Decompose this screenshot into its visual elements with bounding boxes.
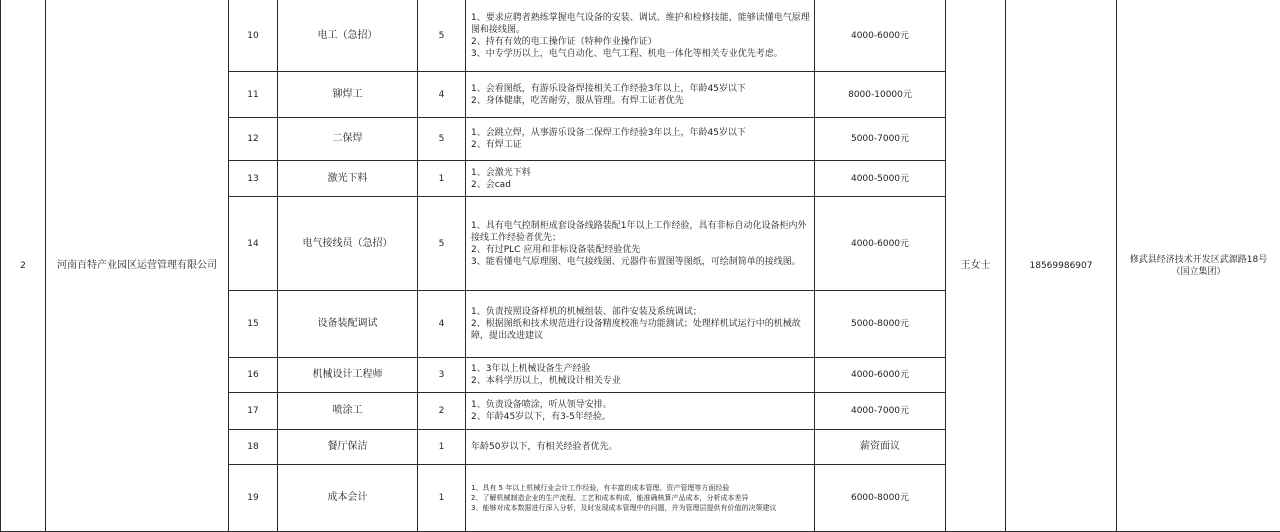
requirement-line: 2、身体健康，吃苦耐劳，服从管理。有焊工证者优先	[471, 95, 811, 107]
requirement-line: 2、根据图纸和技术规范进行设备精度校准与功能测试；处理样机试运行中的机械故障，提出改进建议	[471, 318, 811, 342]
position-cell: 铆焊工	[278, 72, 418, 118]
requirement-line: 1、具有 5 年以上机械行业会计工作经验，有丰富的成本管理、资产管理等方面经验	[471, 483, 811, 493]
requirement-line: 1、3年以上机械设备生产经验	[471, 363, 811, 375]
row-number-cell: 11	[229, 72, 278, 118]
row-number-cell: 19	[229, 465, 278, 532]
row-number-cell: 12	[229, 118, 278, 161]
position-cell: 设备装配调试	[278, 291, 418, 358]
requirement-line: 2、年龄45岁以下，有3-5年经验。	[471, 411, 811, 423]
headcount-cell: 5	[418, 118, 466, 161]
position-cell: 餐厅保洁	[278, 430, 418, 465]
headcount-cell: 1	[418, 465, 466, 532]
headcount-cell: 2	[418, 393, 466, 430]
headcount-cell: 5	[418, 197, 466, 291]
requirement-line: 3、能看懂电气原理图、电气接线图、元器件布置图等图纸，可绘制简单的接线图。	[471, 256, 811, 268]
headcount-cell: 1	[418, 430, 466, 465]
position-cell: 激光下料	[278, 161, 418, 197]
row-number-cell: 14	[229, 197, 278, 291]
headcount-cell: 5	[418, 0, 466, 72]
headcount-cell: 3	[418, 358, 466, 393]
position-cell: 喷涂工	[278, 393, 418, 430]
row-number-cell: 18	[229, 430, 278, 465]
table-body	[1, 0, 1280, 532]
salary-cell: 8000-10000元	[815, 72, 946, 118]
requirement-line: 1、会看图纸，有游乐设备焊接相关工作经验3年以上，年龄45岁以下	[471, 83, 811, 95]
row-number-cell: 10	[229, 0, 278, 72]
requirements-cell	[466, 0, 815, 72]
requirement-line: 1、会激光下料	[471, 167, 811, 179]
requirement-line: 1、会跳立焊，从事游乐设备二保焊工作经验3年以上，年龄45岁以下	[471, 127, 811, 139]
requirement-line: 3、能够对成本数据进行深入分析，及时发现成本管理中的问题，并为管理层提供有价值的决策建议	[471, 503, 811, 513]
position-cell: 电工（急招）	[278, 0, 418, 72]
requirement-line: 年龄50岁以下，有相关经验者优先。	[471, 441, 811, 453]
salary-cell: 4000-6000元	[815, 197, 946, 291]
row-number-cell: 16	[229, 358, 278, 393]
requirements-cell	[466, 465, 815, 532]
address-cell: 修武县经济技术开发区武源路18号（国立集团）	[1117, 0, 1280, 532]
requirement-line: 2、会cad	[471, 179, 811, 191]
company-name-cell: 河南百特产业园区运营管理有限公司	[46, 0, 229, 532]
requirement-line: 2、本科学历以上，机械设计相关专业	[471, 375, 811, 387]
position-cell: 电气接线员（急招）	[278, 197, 418, 291]
salary-cell: 4000-7000元	[815, 393, 946, 430]
requirements-cell	[466, 358, 815, 393]
requirements-cell	[466, 393, 815, 430]
row-number-cell: 17	[229, 393, 278, 430]
requirements-cell	[466, 197, 815, 291]
requirement-line: 2、持有有效的电工操作证（特种作业操作证）	[471, 36, 811, 48]
salary-cell: 4000-5000元	[815, 161, 946, 197]
row-number-cell: 15	[229, 291, 278, 358]
requirements-cell	[466, 430, 815, 465]
headcount-cell: 4	[418, 291, 466, 358]
requirements-cell	[466, 72, 815, 118]
salary-cell: 4000-6000元	[815, 0, 946, 72]
position-cell: 机械设计工程师	[278, 358, 418, 393]
requirement-line: 1、要求应聘者熟练掌握电气设备的安装、调试、维护和检修技能，能够读懂电气原理图和接线图。	[471, 12, 811, 36]
requirements-cell	[466, 161, 815, 197]
requirements-cell	[466, 118, 815, 161]
salary-cell: 5000-7000元	[815, 118, 946, 161]
requirement-line: 1、具有电气控制柜成套设备线路装配1年以上工作经验，具有非标自动化设备柜内外接线工作经验者优先；	[471, 220, 811, 244]
position-cell: 二保焊	[278, 118, 418, 161]
salary-cell: 6000-8000元	[815, 465, 946, 532]
headcount-cell: 4	[418, 72, 466, 118]
salary-cell: 薪资面议	[815, 430, 946, 465]
phone-cell: 18569986907	[1006, 0, 1117, 532]
company-index-cell: 2	[1, 0, 46, 532]
contact-person-cell: 王女士	[946, 0, 1006, 532]
requirement-line: 2、了解机械制造企业的生产流程、工艺和成本构成，能准确核算产品成本，分析成本差异	[471, 493, 811, 503]
requirement-line: 1、负责按照设备样机的机械组装、部件安装及系统调试；	[471, 306, 811, 318]
requirement-line: 2、有焊工证	[471, 139, 811, 151]
row-number-cell: 13	[229, 161, 278, 197]
requirements-cell	[466, 291, 815, 358]
position-cell: 成本会计	[278, 465, 418, 532]
table-row	[1, 0, 1280, 72]
requirement-line: 2、有过PLC 应用和非标设备装配经验优先	[471, 244, 811, 256]
headcount-cell: 1	[418, 161, 466, 197]
requirement-line: 3、中专学历以上，电气自动化、电气工程、机电一体化等相关专业优先考虑。	[471, 48, 811, 60]
salary-cell: 5000-8000元	[815, 291, 946, 358]
requirement-line: 1、负责设备喷涂，听从领导安排。	[471, 399, 811, 411]
salary-cell: 4000-6000元	[815, 358, 946, 393]
